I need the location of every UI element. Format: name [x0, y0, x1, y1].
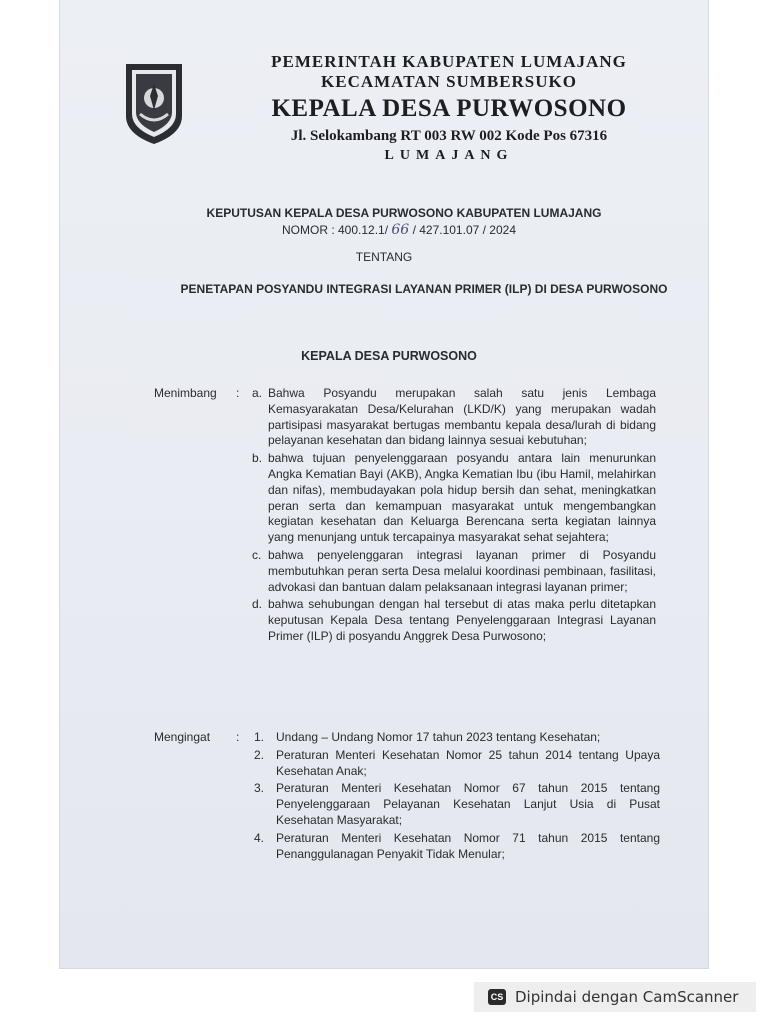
decree-number — [60, 222, 708, 238]
mengingat-colon: : — [236, 730, 240, 744]
menimbang-list — [252, 386, 656, 645]
decree-number-suffix: / 427.101.07 / 2024 — [412, 223, 516, 237]
decree-issuer: KEPALA DESA PURWOSONO — [301, 349, 477, 363]
list-marker: c. — [252, 547, 262, 562]
list-item-text: bahwa penyelenggaran integrasi layanan primer di Posyandu membutuhkan peran serta Desa melalui koordinasi pembinaan, fasilitasi, advokasi dan bantuan dalam pelaksanaan integrasi layanan primer; — [268, 547, 656, 594]
decree-about: TENTANG — [355, 250, 413, 264]
menimbang-colon: : — [236, 386, 240, 400]
camscanner-icon: CS — [488, 989, 506, 1005]
list-item-text: Peraturan Menteri Kesehatan Nomor 25 tahun 2014 tentang Upaya Kesehatan Anak; — [276, 747, 660, 778]
list-item — [254, 730, 660, 746]
letterhead-address: Jl. Selokambang RT 003 RW 002 Kode Pos 67316 — [290, 128, 608, 144]
letterhead — [200, 52, 698, 166]
list-item — [254, 830, 660, 863]
decree-number-prefix: NOMOR : 400.12.1/ — [282, 223, 389, 237]
list-marker: 1. — [254, 730, 265, 744]
list-item — [252, 597, 656, 644]
list-item — [254, 781, 660, 828]
mengingat-label: Mengingat — [154, 730, 211, 744]
list-item-text: Peraturan Menteri Kesehatan Nomor 71 tahun 2015 tentang Penanggulanagan Penyakit Tidak Menular; — [276, 830, 660, 861]
decree-title: KEPUTUSAN KEPALA DESA PURWOSONO KABUPATEN LUMAJANG — [206, 206, 602, 220]
list-marker: b. — [252, 451, 263, 466]
letterhead-city: LUMAJANG — [384, 148, 514, 163]
list-item — [252, 547, 656, 595]
regency-emblem-icon — [122, 58, 186, 146]
letterhead-government: PEMERINTAH KABUPATEN LUMAJANG — [271, 52, 627, 71]
list-item-text: Undang – Undang Nomor 17 tahun 2023 tentang Kesehatan; — [276, 730, 601, 744]
list-item-text: Bahwa Posyandu merupakan salah satu jenis Lembaga Kemasyarakatan Desa/Kelurahan (LKD/K) yang merupakan wadah partisipasi masyarakat bertugas membantu kepala desa/lurah di bidang pelayanan kesehatan dan bidang lainnya sesuai kebutuhan; — [268, 386, 656, 448]
camscanner-badge — [474, 982, 756, 1012]
decree-subject: PENETAPAN POSYANDU INTEGRASI LAYANAN PRIMER (ILP) DI DESA PURWOSONO — [180, 282, 668, 296]
letterhead-office: KEPALA DESA PURWOSONO — [271, 95, 627, 122]
list-item-text: bahwa tujuan penyelenggaraan posyandu antara lain menurunkan Angka Kematian Bayi (AKB), Angka Kematian Ibu (ibu Hamil, melahirkan dan nifas), membudayakan pola hidup bersih dan sehat, meningkatkan peran serta dan kemampuan masyarakat untuk mengembangkan kegiatan kesehatan dan Keluarga Berencana serta kegiatan lainnya yang menunjang untuk tercapainya masyarakat sehat sejahtera; — [268, 451, 656, 545]
list-item — [254, 747, 660, 780]
decree-number-handwritten: 66 — [391, 222, 410, 238]
list-marker: a. — [252, 386, 263, 400]
list-marker: d. — [252, 597, 263, 612]
list-marker: 2. — [254, 747, 265, 762]
list-item-text: Peraturan Menteri Kesehatan Nomor 67 tahun 2015 tentang Penyelenggaraan Pelayanan Kesehatan Lanjut Usia di Pusat Kesehatan Masyarakat; — [276, 781, 660, 827]
menimbang-label: Menimbang — [154, 386, 217, 400]
list-marker: 3. — [254, 781, 265, 796]
camscanner-label: Dipindai dengan CamScanner — [515, 988, 739, 1006]
letterhead-district: KECAMATAN SUMBERSUKO — [321, 72, 577, 91]
mengingat-list — [254, 730, 660, 862]
document-page — [60, 0, 708, 968]
list-item — [252, 386, 656, 449]
list-marker: 4. — [254, 830, 265, 845]
list-item — [252, 451, 656, 546]
list-item-text: bahwa sehubungan dengan hal tersebut di atas maka perlu ditetapkan keputusan Kepala Desa tentang Penyelenggaraan Integrasi Layanan Primer (ILP) di posyandu Anggrek Desa Purwosono; — [268, 597, 656, 643]
